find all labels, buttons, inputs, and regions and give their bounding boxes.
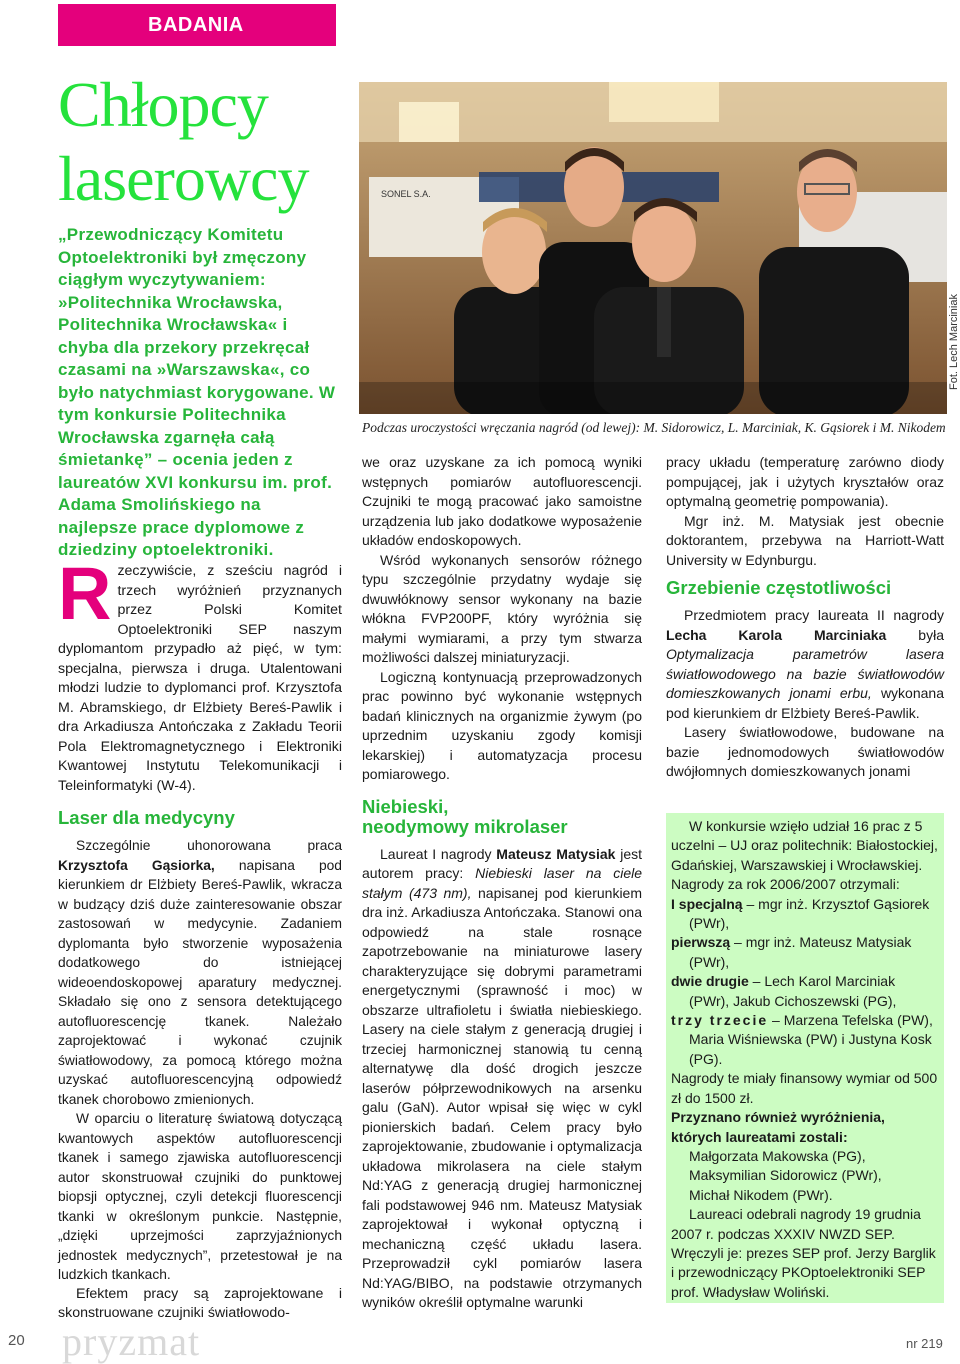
paragraph-fiber-lasers: Lasery światłowodowe, budowane na bazie jednomodowych światłowodów dwójłomnych domieszkowanych jonami [666, 724, 944, 779]
paragraph-literature: W oparciu o literaturę światową dotyczącą kwantowych aspektów autofluorescencji tkanek i samego zjawiska autofluorescencji autor skonstruował czujniki do punktowej biopsji optycznej, czyli detekcji fluorescencji tkanki w określonym punkcie. Następnie, „dzięki uprzejmości zaprzyjaźnionych jednostek medycznych”, przetestował je na ludzkich tkankach. [58, 1111, 342, 1282]
text-run: Laureat I nagrody [380, 845, 497, 862]
box-ceremony: Laureaci odebrali nagrody 19 grudnia 2007 r. podczas XXXIV NWZD SEP. Wręczyli je: prezes SEP prof. Jerzy Barglik i przewodniczący PKOptoelektroniki SEP prof. Władysław Woliński. [671, 1206, 936, 1300]
paragraph-medicine [58, 836, 342, 1109]
title-line-1: Chłopcy [58, 69, 268, 140]
text-run: napisanej pod kierunkiem dra inż. Arkadiusza Antończaka. Stanowi ona odpowiedź na stale rosnące zapotrzebowanie na miniaturowe lasery charakteryzujące się dobrymi parametrami energetycznymi (sprawność i moc) w obszarze ultrafioletu i światła niebieskiego. Lasery na ciele stałym z generacją drugiej i trzeciej harmonicznej stanowią tu cenną alternatywę dla dość drogich jeszcze laserów półprzewodnikowych na arsenku galu (GaN). Autor wpisał się więc w cykl pionierskich badań. Celem pracy było zaprojektowanie, zbudowanie i optymalizacja układowa mikrolasera na ciele stałym Nd:YAG z generacją drugiej harmonicznej fali podstawowej 946 nm. Mateusz Matysiak zaprojektował i wykonał optyczną i mechaniczną część układu lasera. Przeprowadził cykl pomiarów lasera Nd:YAG/BIBO, na podstawie otrzymanych wyników określił optymalne warunki [362, 884, 643, 1310]
thesis-title: Niebieski laser na ciele stałym (473 nm), [362, 865, 643, 901]
paragraph-sensors: Wśród wykonanych sensorów różnego typu szczególnie przydatny wydaje się dwuwłóknowy sensor wykonany na bazie włókna FVP200PF, który wyróżnia się małymi wymiarami, a przy tym stwarza możliwości dalszej miniaturyzacji. [362, 551, 642, 665]
heading-line: Niebieski, [362, 795, 449, 817]
title-line-2: laserowcy [58, 143, 309, 214]
award-text: – Marzena Tefelska (PW), Maria Wiśniewska (PW) i Justyna Kosk (PG). [689, 1012, 933, 1067]
heading-microlaser [362, 797, 642, 837]
award-label: pierwszą [671, 934, 731, 951]
photo-illustration [359, 82, 947, 414]
box-awards-heading: Nagrody za rok 2006/2007 otrzymali: [671, 876, 900, 893]
box-prize-amount: Nagrody te miały finansowy wymiar od 500 zł do 1500 zł. [671, 1070, 938, 1106]
paragraph-intro [58, 552, 342, 796]
heading-medicine: Laser dla medycyny [58, 807, 235, 828]
article-lead: „Przewodniczący Komitetu Optoelektroniki był zmęczony ciągłym wyczytywaniem: »Politechnika Wrocławska, Politechnika Wrocławska« i chyba dla przekory przekręcał czasami na »Warszawska«, co było natychmiast korygowane. W tym konkursie Politechnika Wrocławska zgarnęła całą śmietankę” – ocenia jeden z laureatów XVI konkursu im. prof. Adama Smolińskiego na najlepsze prace dyplomowe z dziedziny optoelektroniki. [58, 225, 336, 559]
text-run: Szczególnie uhonorowana praca [76, 838, 342, 853]
paragraph-effect: Efektem pracy są zaprojektowane i skonstruowane czujniki światłowodo- [58, 1285, 342, 1321]
photo-caption: Podczas uroczystości wręczania nagród (od lewej): M. Sidorowicz, L. Marciniak, K. Gąsiorek i M. Nikodem [362, 420, 946, 435]
award-label: I specjalną [671, 895, 743, 912]
magazine-logo: pryzmat [62, 1319, 201, 1364]
issue-number: nr 219 [906, 1336, 943, 1351]
paragraph-doctorate: Mgr inż. M. Matysiak jest obecnie doktorantem, przebywa na Harriott-Watt University w Edynburgu. [666, 512, 944, 568]
name-matysiak: Mateusz Matysiak [496, 845, 616, 862]
article-title [58, 68, 348, 216]
section-tab [58, 4, 336, 46]
text-run: wykonana pod kierunkiem dr Elżbiety Bereś-Pawlik. [666, 685, 944, 721]
award-first [671, 933, 939, 972]
thesis-title: Optymalizacja parametrów lasera światłowodowego na bazie światłowodów domieszkowanych jonami erbu, [666, 646, 944, 701]
booth-sign: SONEL S.A. [381, 189, 431, 199]
paragraph-pumping: pracy układu (temperaturę zarówno diody pompującej, jak i użytych kryształów oraz optymalną geometrię pompowania). [666, 454, 944, 509]
awards-box [666, 813, 944, 1303]
heading-line: neodymowy mikrolaser [362, 815, 568, 837]
distinction-item: Maksymilian Sidorowicz (PWr), [689, 1167, 882, 1184]
award-third [671, 1011, 939, 1069]
award-text: – mgr inż. Mateusz Matysiak (PWr), [689, 934, 912, 970]
award-label: trzy trzecie [671, 1012, 769, 1029]
paragraph-marciniak [666, 606, 944, 723]
award-photo [359, 82, 947, 414]
column-1 [58, 552, 342, 1324]
box-intro: W konkursie wzięło udział 16 prac z 5 uczelni – UJ oraz politechnik: Białostockiej, Gdańskiej, Warszawskiej i Wrocławskiej. [671, 818, 938, 873]
award-label: dwie drugie [671, 973, 749, 990]
paragraph-continuation: Logiczną kontynuacją przeprowadzonych prac powinno być wykonanie wstępnych badań klinicznych na organizmie żywym (po uprzednim uzyskaniu zgody komisji lekarskiej) i automatyzacja procesu pomiarowego. [362, 668, 642, 782]
section-label: BADANIA [148, 13, 244, 36]
award-special [671, 895, 939, 934]
name-gasiorek: Krzysztofa Gąsiorka, [58, 857, 215, 873]
heading-comb: Grzebienie częstotliwości [666, 577, 892, 598]
text-run: jest autorem pracy: [362, 845, 642, 881]
name-marciniak: Lecha Karola Marciniaka [666, 626, 887, 643]
award-text: – Lech Karol Marciniak (PWr), Jakub Cichoszewski (PG), [689, 973, 897, 1009]
text-run: była [886, 626, 944, 643]
intro-text: zeczywiście, z sześciu nagród i trzech wyróżnień przyznanych przez Polski Komitet Optoelektroniki SEP naszym dyplomantom przypadło aż pięć, w tym: specjalna, pierwsza i druga. Utalentowani młodzi ludzie to dyplomanci prof. Krzysztofa M. Abramskiego, dr Elżbiety Bereś-Pawlik i dra Arkadiusza Antończaka z Zakładu Teorii Pola Elektromagnetycznego i Elektroniki Kwantowej Instytutu Telekomunikacji i Teleinformatyki (W-4). [58, 563, 342, 794]
drop-cap: R [58, 552, 112, 635]
award-second [671, 972, 939, 1011]
page-number: 20 [8, 1332, 25, 1349]
award-text: – mgr inż. Krzysztof Gąsiorek (PWr), [689, 895, 930, 932]
box-distinctions-heading: Przyznano również wyróżnienia, których laureatami zostali: [671, 1109, 885, 1145]
paragraph-matysiak [362, 845, 642, 1313]
column-2 [362, 453, 642, 1313]
text-run: Przedmiotem pracy laureata II nagrody [684, 607, 944, 623]
distinction-item: Małgorzata Makowska (PG), [689, 1147, 866, 1164]
text-run: napisana pod kierunkiem dr Elżbiety Bereś-Pawlik, wkracza w budzący dziś duże zainteresowanie obszar zastosowań w medycynie. Zadaniem dyplomanta było stworzenie wyposażenia dodatkowego do istniejącej wideoendoskopowej aparatury medycznej. Składało się ono z sensora detektującego autofluorescencję tkanek. Należało zaprojektować i wykonać czujnik światłowodowy, za pomocą którego można uzyskać autofluorescencyjną odpowiedź tkanek chorobowo zmienionych. [58, 857, 342, 1107]
photo-credit: Fot. Lech Marciniak [948, 294, 960, 390]
paragraph-results: we oraz uzyskane za ich pomocą wyniki wstępnych pomiarów autofluorescencji. Czujniki te mogą pracować jako samoistne urządzenia lub jako dodatkowe wyposażenie układów endoskopowych. [362, 454, 642, 548]
distinction-item: Michał Nikodem (PWr). [689, 1186, 833, 1203]
column-3 [666, 453, 944, 782]
